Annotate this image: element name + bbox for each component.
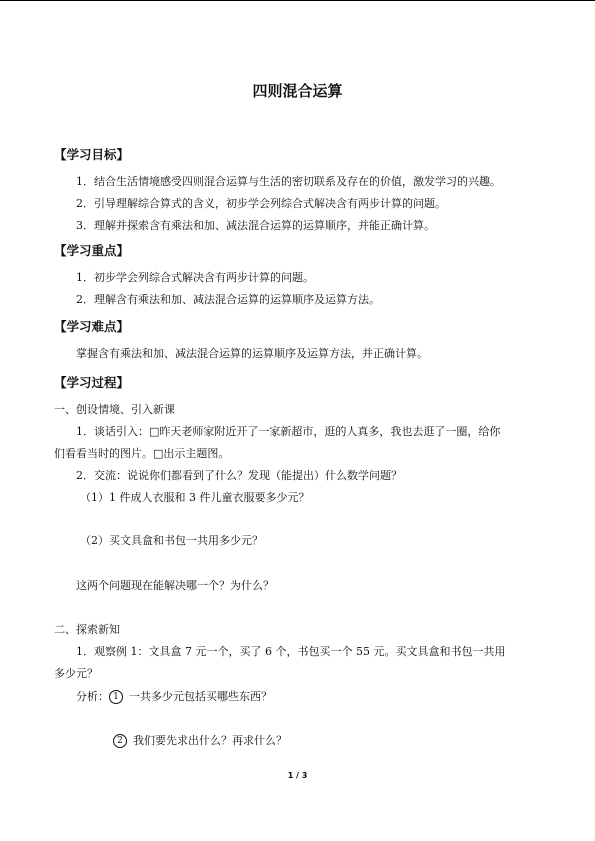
page-title: 四则混合运算: [252, 82, 343, 100]
circled-number-2: 2: [113, 734, 127, 748]
question-1: （1）1 件成人衣服和 3 件儿童衣服要多少元？: [80, 491, 310, 504]
difficulties-text: 掌握含有乘法和加、减法混合运算的运算顺序及运算方法，并正确计算。: [76, 347, 428, 360]
example1-line1: 1．观察例 1：文具盒 7 元一个，买了 6 个，书包买一个 55 元。买文具盒和书包一共用: [76, 645, 506, 658]
analysis-line-2: [113, 733, 287, 749]
goal-item-1: 1．结合生活情境感受四则混合运算与生活的密切联系及存在的价值，激发学习的兴趣。: [76, 175, 501, 188]
analysis-line-1: [76, 689, 272, 705]
circled-number-1: 1: [109, 690, 123, 704]
intro-paragraph-line1: 1．谈话引入：□昨天老师家附近开了一家新超市，逛的人真多，我也去逛了一圈，给你: [76, 425, 501, 438]
part1-title: 一、创设情境、引入新课: [54, 403, 175, 416]
question-2: （2）买文具盒和书包一共用多少元？: [80, 534, 263, 547]
top-border: [0, 0, 595, 1]
key-points-heading: 【学习重点】: [54, 243, 130, 258]
key-point-item-1: 1．初步学会列综合式解决含有两步计算的问题。: [76, 271, 314, 284]
intro-paragraph-line2: 们看看当时的图片。□出示主题图。: [54, 447, 230, 460]
analysis-label: 分析：: [76, 690, 109, 703]
example1-line2: 多少元？: [54, 667, 98, 680]
page-number: 1 / 3: [287, 771, 308, 780]
goal-item-2: 2．引导理解综合算式的含义，初步学会列综合式解决含有两步计算的问题。: [76, 197, 446, 210]
key-point-item-2: 2．理解含有乘法和加、减法混合运算的运算顺序及运算方法。: [76, 293, 380, 306]
analysis-question-1: 一共多少元包括买哪些东西？: [129, 690, 272, 703]
goal-item-3: 3．理解并探索含有乘法和加、减法混合运算的运算顺序，并能正确计算。: [76, 219, 435, 232]
discussion-paragraph: 2．交流：说说你们都看到了什么？发现（能提出）什么数学问题？: [76, 469, 402, 482]
goals-heading: 【学习目标】: [54, 147, 130, 162]
analysis-question-2: 我们要先求出什么？再求什么？: [133, 734, 287, 747]
question-3: 这两个问题现在能解决哪一个？为什么？: [76, 579, 274, 592]
difficulties-heading: 【学习难点】: [54, 319, 130, 334]
process-heading: 【学习过程】: [54, 375, 130, 390]
part2-title: 二、探索新知: [54, 623, 120, 636]
